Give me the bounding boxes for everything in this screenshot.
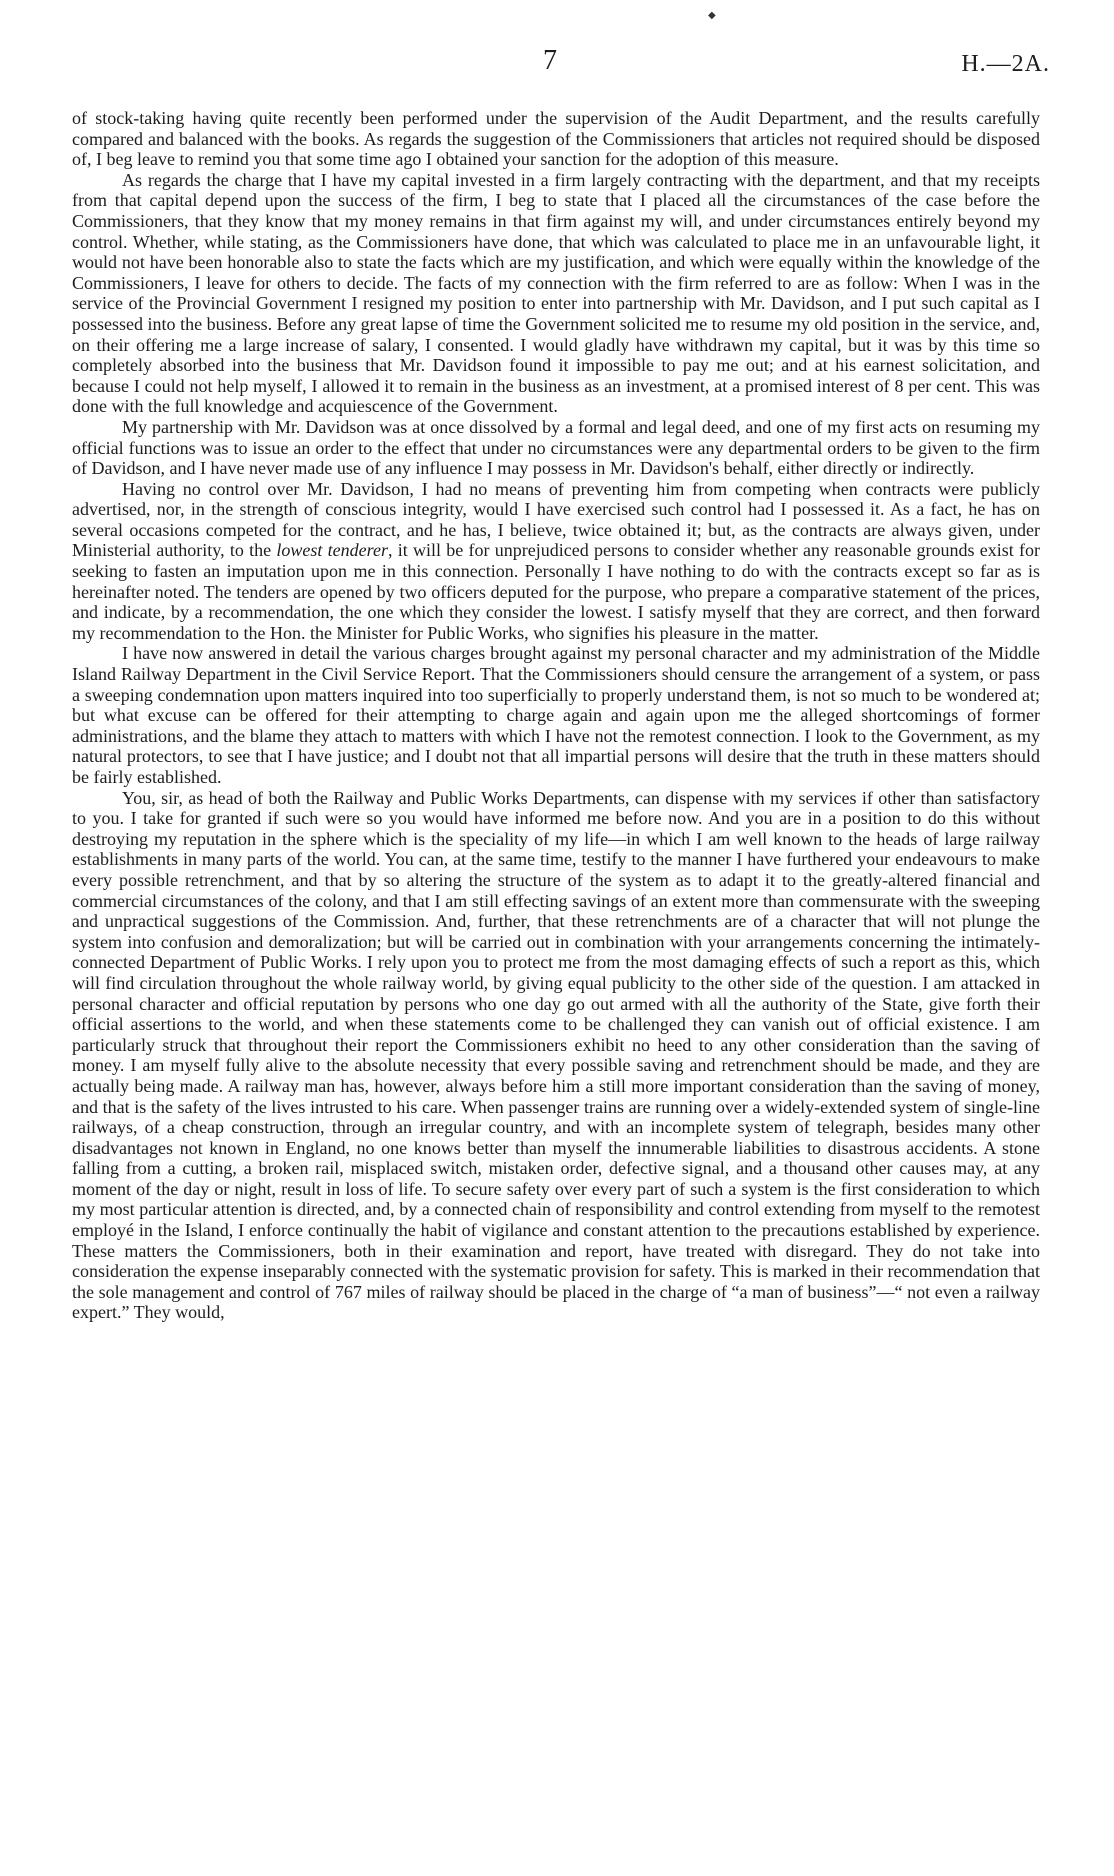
printer-mark: ◆ [708, 10, 716, 21]
paragraph-contracts-part-2: , it will be for unprejudiced persons to consider whether any reasonable grounds exist for seeking to fasten an imputation upon me in this connection. Personally I have nothing to do with the contracts except so far as is hereinafter noted. The tenders are opened by two officers deputed for the purpose, who prepare a comparative statement of the prices, and indicate, by a recommendation, the one which they consider the lowest. I satisfy myself that they are correct, and then forward my recommendation to the Hon. the Minister for Public Works, who signifies his pleasure in the matter. [72, 540, 1041, 643]
paragraph-charges-answered: I have now answered in detail the various charges brought against my personal character and my administration of the Middle Island Railway Department in the Civil Service Report. That the Commissioners should censure the arrangement of a system, or pass a sweeping condemnation upon matters inquired into too superficially to properly understand them, is not so much to be wondered at; but what excuse can be offered for their attempting to charge again and again upon me the alleged shortcomings of former administrations, and the blame they attach to matters with which I have not the remotest connection. I look to the Government, as my natural protectors, to see that I have justice; and I doubt not that all impartial persons will desire that the truth in these matters should be fairly established. [72, 643, 1040, 787]
document-reference: H.—2A. [961, 51, 1050, 77]
emphasis-lowest-tenderer: lowest tenderer [276, 540, 388, 561]
paragraph-safety-considerations: You, sir, as head of both the Railway and Public Works Departments, can dispense with my services if other than satisfactory to you. I take for granted if such were so you would have informed me before now. And you are in a position to do this without destroying my reputation in the sphere which is the speciality of my life—in which I am well known to the heads of large railway establishments in many parts of the world. You can, at the same time, testify to the manner I have furthered your endeavours to make every possible retrenchment, and that by so altering the structure of the system as to adapt it to the greatly-altered financial and commercial circumstances of the colony, and that I am still effecting savings of an extent more than commensurate with the sweeping and unpractical suggestions of the Commission. And, further, that these retrenchments are of a character that will not plunge the system into confusion and demoralization; but will be carried out in combination with your arrangements concerning the intimately-connected Department of Public Works. I rely upon you to protect me from the most damaging effects of such a report as this, which will find circulation throughout the whole railway world, by giving equal publicity to the other side of the question. I am attacked in personal character and official reputation by persons who one day go out armed with all the authority of the State, give forth their official assertions to the world, and when these statements come to be challenged they can vanish out of official existence. I am particularly struck that throughout their report the Commissioners exhibit no heed to any other consideration than the saving of money. I am myself fully alive to the absolute necessity that every possible saving and retrenchment should be made, and they are actually being made. A railway man has, however, always before him a still more important consideration than the saving of money, and that is the safety of the lives intrusted to his care. When passenger trains are running over a widely-extended system of single-line railways, of a cheap construction, through an irregular country, and with an incomplete system of telegraph, besides many other disadvantages not known in England, no one knows better than myself the innumerable liabilities to disastrous accidents. A stone falling from a cutting, a broken rail, misplaced switch, mistaken order, defective signal, and a thousand other causes may, at any moment of the day or night, result in loss of life. To secure safety over every part of such a system is the first consideration to which my most particular attention is directed, and, by a connected chain of responsibility and control extending from myself to the remotest employé in the Island, I enforce continually the habit of vigilance and constant attention to the precautions established by experience. These matters the Commissioners, both in their examination and report, have treated with disregard. They do not take into consideration the expense inseparably connected with the systematic provision for safety. This is marked in their recommendation that the sole management and control of 767 miles of railway should be placed in the charge of “a man of business”—“ not even a railway expert.” They would, [72, 787, 1040, 1323]
paragraph-contracts [72, 479, 1040, 644]
page-number: 7 [543, 45, 557, 76]
paragraph-stock-taking: of stock-taking having quite recently been performed under the supervision of the Audit Department, and the results carefully compared and balanced with the books. As regards the suggestion of the Commissioners that articles not required should be disposed of, I beg leave to remind you that some time ago I obtained your sanction for the adoption of this measure. [72, 108, 1040, 170]
paragraph-capital-invested: As regards the charge that I have my capital invested in a firm largely contracting with the department, and that my receipts from that capital depend upon the success of the firm, I beg to state that I placed all the circumstances of the case before the Commissioners, that they know that my money remains in that firm against my will, and under circumstances entirely beyond my control. Whether, while stating, as the Commissioners have done, that which was calculated to place me in an unfavourable light, it would not have been honorable also to state the facts which are my justification, and which were equally within the knowledge of the Commissioners, I leave for others to decide. The facts of my connection with the firm referred to are as follow: When I was in the service of the Provincial Government I resigned my position to enter into partnership with Mr. Davidson, and I put such capital as I possessed into the business. Before any great lapse of time the Government solicited me to resume my old position in the service, and, on their offering me a large increase of salary, I consented. I would gladly have withdrawn my capital, but it was by this time so completely absorbed into the business that Mr. Davidson found it impossible to pay me out; and at his earnest solicitation, and because I could not help myself, I allowed it to remain in the business as an investment, at a promised interest of 8 per cent. This was done with the full knowledge and acquiescence of the Government. [72, 169, 1040, 417]
body-text [72, 108, 1040, 1323]
paragraph-partnership-dissolved: My partnership with Mr. Davidson was at once dissolved by a formal and legal deed, and one of my first acts on resuming my official functions was to issue an order to the effect that under no circumstances were any departmental orders to be given to the firm of Davidson, and I have never made use of any influence I may possess in Mr. Davidson's behalf, either directly or indirectly. [72, 416, 1040, 479]
paragraph-contracts-part-1: Having no control over Mr. Davidson, I had no means of preventing him from competing when contracts were publicly advertised, nor, in the strength of conscious integrity, would I have exercised such control had I possessed it. As a fact, he has on several occasions competed for the contract, and he has, I believe, twice obtained it; but, as the contracts are always given, under Ministerial authority, to the [72, 478, 1040, 561]
